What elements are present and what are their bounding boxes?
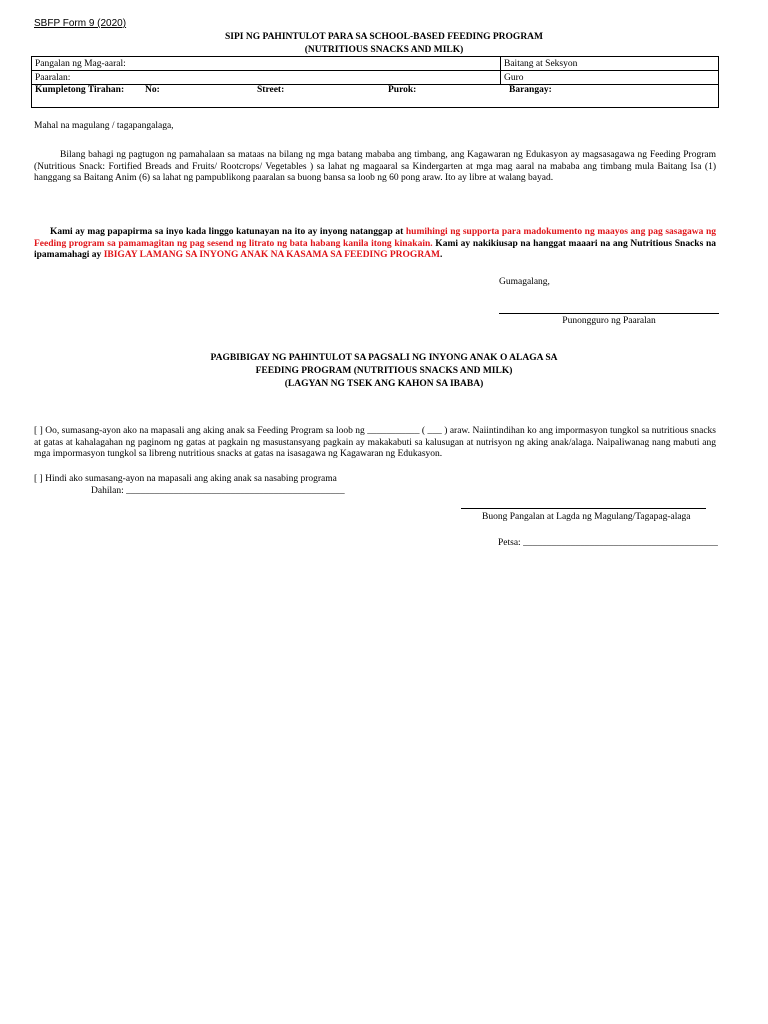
student-name-field[interactable]: Pangalan ng Mag-aaral: [32,57,501,71]
principal-signature-line[interactable] [499,313,719,314]
form-title-line2: (NUTRITIOUS SNACKS AND MILK) [304,45,464,55]
consent-no-option[interactable]: [ ] Hindi ako sumasang-ayon na mapasali ang aking anak sa nasabing programa [34,474,337,484]
date-field[interactable]: Petsa: _________________________________________ [498,538,718,548]
address-no-label: No: [145,85,160,95]
address-barangay-label: Barangay: [509,85,552,95]
parent-signature-line[interactable] [461,508,706,509]
address-street-label: Street: [257,85,285,95]
address-field[interactable] [32,85,719,108]
intro-paragraph: Bilang bahagi ng pagtugon ng pamahalaan sa mataas na bilang ng mga batang mababa ang timbang, ang Kagawaran ng Edukasyon ay magsasagawa ng Feeding Program (Nutritious Snack: Fortified Breads and Fruits/ Rootcrops/ Vegetables ) sa lahat ng magaaral sa Kindergarten at mga mag aaral na mababa ang timbang mula Baitang Isa (1) hanggang sa Baitang Anim (6) sa lahat ng pampublikong paaralan sa buong bansa sa loob ng 60 pong araw. Ito ay libre at walang bayad. [34,150,716,183]
consent-title-line3: (LAGYAN NG TSEK ANG KAHON SA IBABA) [284,379,484,389]
grade-section-field[interactable]: Baitang at Seksyon [501,57,719,71]
consent-title-line2: FEEDING PROGRAM (NUTRITIOUS SNACKS AND MILK) [255,366,513,376]
address-label: Kumpletong Tirahan: [35,85,125,95]
teacher-field[interactable]: Guro [501,71,719,85]
consent-title-line1: PAGBIBIGAY NG PAHINTULOT SA PAGSALI NG INYONG ANAK O ALAGA SA [210,353,558,363]
request-part2-highlight: humihingi ng supporta para madokumento ng maayos ang pag sasagawa ng Feeding program sa pamamagitan ng pag sesend ng litrato ng bata habang kanila itong kinakain. [34,227,716,249]
form-title [0,31,768,57]
consent-title [0,352,768,391]
principal-label: Punongguro ng Paaralan [562,316,656,326]
reason-field[interactable]: Dahilan: ______________________________________________ [91,486,345,496]
address-purok-label: Purok: [388,85,417,95]
request-part5: . [440,250,443,260]
form-title-line1: SIPI NG PAHINTULOT PARA SA SCHOOL-BASED FEEDING PROGRAM [224,32,544,42]
request-part3: Kami ay nakikiusap na hanggat maaari na ang Nutritious Snacks na ipamamahagi ay [34,238,716,260]
closing: Gumagalang, [499,277,550,287]
consent-yes-option[interactable]: [ ] Oo, sumasang-ayon ako na mapasali ang aking anak sa Feeding Program sa loob ng ___________ ( ___ ) araw. Naiintindihan ko ang impormasyon tungkol sa nutritious snacks at gatas at kahalagahan ng paginom ng gatas at pagkain ng masustansyang pagkain ay makakabuti sa kalusugan at nutrisyon ng aking anak/alaga. Naipaliwanag nang mabuti ang mga impormasyon tungkol sa libreng nutritious snacks at gatas na isasagawa ng Kagawaran ng Edukasyon. [34,426,716,459]
parent-signature-label: Buong Pangalan at Lagda ng Magulang/Tagapag-alaga [482,512,691,522]
student-info-table [31,56,719,108]
salutation: Mahal na magulang / tagapangalaga, [34,121,174,131]
request-paragraph [34,227,716,262]
request-part4-highlight: IBIGAY LAMANG SA INYONG ANAK NA KASAMA SA FEEDING PROGRAM [103,250,441,260]
form-id: SBFP Form 9 (2020) [34,18,127,29]
school-field[interactable]: Paaralan: [32,71,501,85]
request-part1: Kami ay mag papapirma sa inyo kada linggo katunayan na ito ay inyong natanggap at [50,227,406,237]
